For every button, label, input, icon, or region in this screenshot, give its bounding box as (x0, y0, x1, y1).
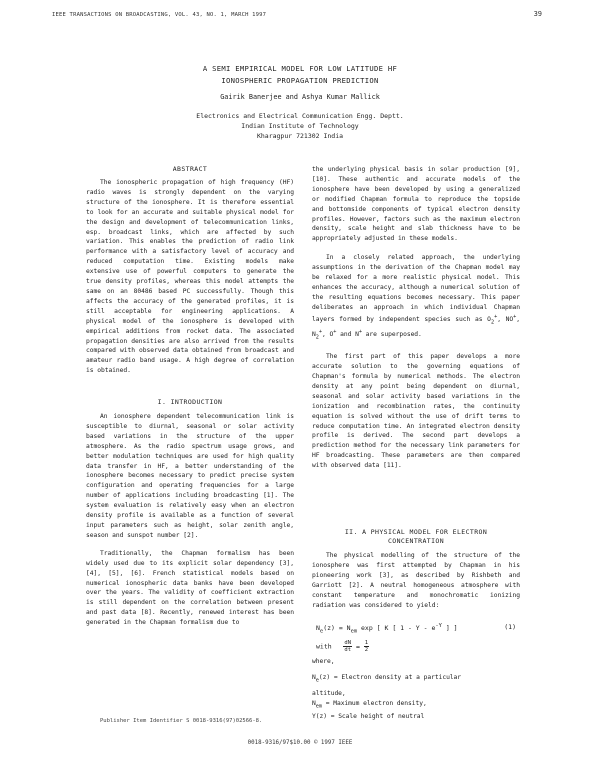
n2-subscript: 2 (315, 334, 319, 341)
section-2-heading-line-2: CONCENTRATION (387, 537, 445, 545)
def-3-text: = Scale height of neutral (326, 713, 425, 721)
right-column-top (312, 165, 520, 471)
affiliation (0, 111, 600, 141)
definition-1 (312, 673, 520, 686)
equation-with (316, 640, 369, 653)
with-label: with (316, 642, 332, 651)
def-3-symbol: Y(z) (312, 713, 327, 721)
introduction-heading: I. INTRODUCTION (157, 398, 223, 406)
definitions (312, 657, 520, 722)
right-paragraph-2 (312, 253, 520, 343)
o2-subscript: 2 (490, 319, 495, 326)
right-paragraph-2-text-a: In a closely related approach, the underlying assumptions in the derivation of the Chapman model may be relaxed for a more realistic physical model. This enhances the accuracy, although a numerical solution of the resulting equations becomes necessary. This paper deliberates an approach in which individual Chapman layers formed by independent species such as O (312, 254, 520, 323)
copyright: 0018-9316/97$10.00 © 1997 IEEE (247, 740, 353, 746)
section-2-body (312, 551, 520, 610)
equation-1 (316, 623, 520, 634)
n2-superscript: + (318, 328, 322, 335)
def-1-text: (z) = Electron density at a particular (318, 673, 462, 681)
affiliation-line-1: Electronics and Electrical Communication Engg. Deptt. (196, 112, 404, 120)
introduction-body (86, 412, 294, 628)
eq-lhs-sub: e (319, 628, 324, 635)
right-paragraph-2-text-d: , O (322, 331, 334, 339)
section-2-heading (312, 528, 520, 546)
definition-2 (312, 699, 520, 712)
eq-lhs: N (316, 624, 320, 633)
def-2-text: = Maximum electron density, (321, 699, 427, 707)
intro-paragraph-2: Traditionally, the Chapman formalism has been widely used due to its explicit solar dependency [3], [4], [5], [6]. French statistical models based on numerical ionospheric data banks have been developed over the years. The validity of coefficient extraction is still dependent on the correlation between present and past data [8]. Recently, renewed interest has been generated in the Chapman formalism due to (86, 549, 294, 627)
fraction-2-den: 2 (364, 647, 369, 653)
def-2-symbol: N (312, 699, 316, 707)
definition-1-cont: altitude, (312, 690, 346, 698)
page-number: 39 (533, 10, 542, 18)
eq-body-2: exp [ K [ 1 - Y - e (357, 624, 436, 633)
intro-paragraph-1: An ionosphere dependent telecommunication link is susceptible to diurnal, seasonal or solar activity based variations in the structure of the upper atmosphere. As the radio spectrum usage grows, and better modulation techniques are used for high quality data transfer in HF, a better understanding of the ionosphere becomes necessary to predict precise system configuration and operating frequencies for a large number of applications including broadcasting [1]. The system evaluation is relatively easy when an electron density profile is available as a function of several input parameters such as height, solar zenith angle, season and sunspot number [2]. (86, 413, 294, 539)
fraction-2-num: 1 (364, 640, 369, 646)
def-1-sub: e (315, 677, 319, 684)
title-line-1: A SEMI EMPIRICAL MODEL FOR LOW LATITUDE HF (202, 64, 398, 73)
o2-superscript: + (494, 313, 498, 320)
fraction-2 (364, 640, 369, 653)
fraction-1-num: dN (344, 640, 352, 646)
section-2-heading-line-1: II. A PHYSICAL MODEL FOR ELECTRON (344, 528, 488, 536)
right-paragraph-4: The physical modelling of the structure of the ionosphere was first attempted by Chapman in his pioneering work [3], as described by Rishbeth and Garriott [2]. A neutral homogeneous atmosphere with constant temperature and monochromatic ionizing radiation was considered to yield: (312, 552, 520, 609)
fraction-1-den: dt (344, 647, 352, 653)
def-1-symbol: N (312, 673, 316, 681)
right-paragraph-1: the underlying physical basis in solar production [9], [10]. These authentic and accurate models of the ionosphere have been developed by using a generalized or modified Chapman formula to reproduce the topside and bottomside components of typical electron density profiles. However, factors such as the maximum electron density, scale height and slab thickness have to be appropriately adjusted in these models. (312, 166, 520, 243)
eq-exponent: -Y (435, 623, 442, 629)
no-superscript: + (513, 313, 517, 320)
abstract-body (86, 178, 294, 376)
right-paragraph-2-text-c: , N (312, 315, 521, 339)
affiliation-line-3: Kharagpur 721302 India (256, 132, 344, 140)
abstract-text: The ionospheric propagation of high frequency (HF) radio waves is strongly dependent on the varying structure of the ionosphere. It is therefore essential to look for an accurate and suitable physical model for the design and development of telecommunication links, esp. broadcast links, which are affected by such variation. This enables the prediction of radio link performance with a satisfactory level of accuracy and reduced computation time. Existing models make extensive use of powerful computers to generate the true density profiles, whereas this model attempts the same on an 80486 based PC successfully. Though this affects the accuracy of the generated profiles, it is still acceptable for engineering applications. A physical model of the ionosphere is developed with empirical additions from rocket data. The associated propagation densities are also arrived from the results compared with observed data obtained from broadcast and amateur radio band usage. A high degree of correlation is obtained. (86, 179, 294, 375)
fraction-equals: = (355, 642, 360, 651)
eq-body-sub: em (350, 628, 358, 635)
right-paragraph-3: The first part of this paper develops a more accurate solution to the governing equations of Chapman's formula by numerical methods. The electron density at any point being dependent on diurnal, seasonal and solar activity based variations in the ionization and recombination rates, the continuity equation is solved without the use of drift terms to reduce computation time. An integrated electron density profile is derived. The second part develops a prediction method for the necessary link parameters for HF broadcasting. These parameters are then compared with observed data [11]. (312, 353, 520, 470)
footnote: Publisher Item Identifier S 0018-9316(97)02566-8. (100, 718, 263, 724)
n-superscript: + (358, 328, 362, 335)
abstract-heading: ABSTRACT (172, 165, 208, 173)
fraction-1 (343, 640, 352, 653)
right-paragraph-2-text-e: and N (336, 331, 359, 339)
definition-3 (312, 712, 520, 722)
where-label: where, (312, 658, 335, 665)
equation-number: (1) (504, 623, 516, 631)
right-paragraph-2-text-f: are superposed. (361, 331, 422, 339)
right-paragraph-2-text-b: , NO (497, 315, 514, 323)
def-2-sub: em (315, 703, 322, 710)
paper-title (0, 63, 600, 87)
authors: Gairik Banerjee and Ashya Kumar Mallick (220, 93, 380, 101)
o-superscript: + (333, 328, 337, 335)
eq-body-1: (z) = N (323, 624, 351, 633)
affiliation-line-2: Indian Institute of Technology (241, 122, 359, 130)
eq-body-3: ] ] (441, 624, 458, 633)
title-line-2: IONOSPHERIC PROPAGATION PREDICTION (221, 76, 379, 85)
running-head: IEEE TRANSACTIONS ON BROADCASTING, VOL. 43, NO. 1, MARCH 1997 (52, 12, 267, 18)
